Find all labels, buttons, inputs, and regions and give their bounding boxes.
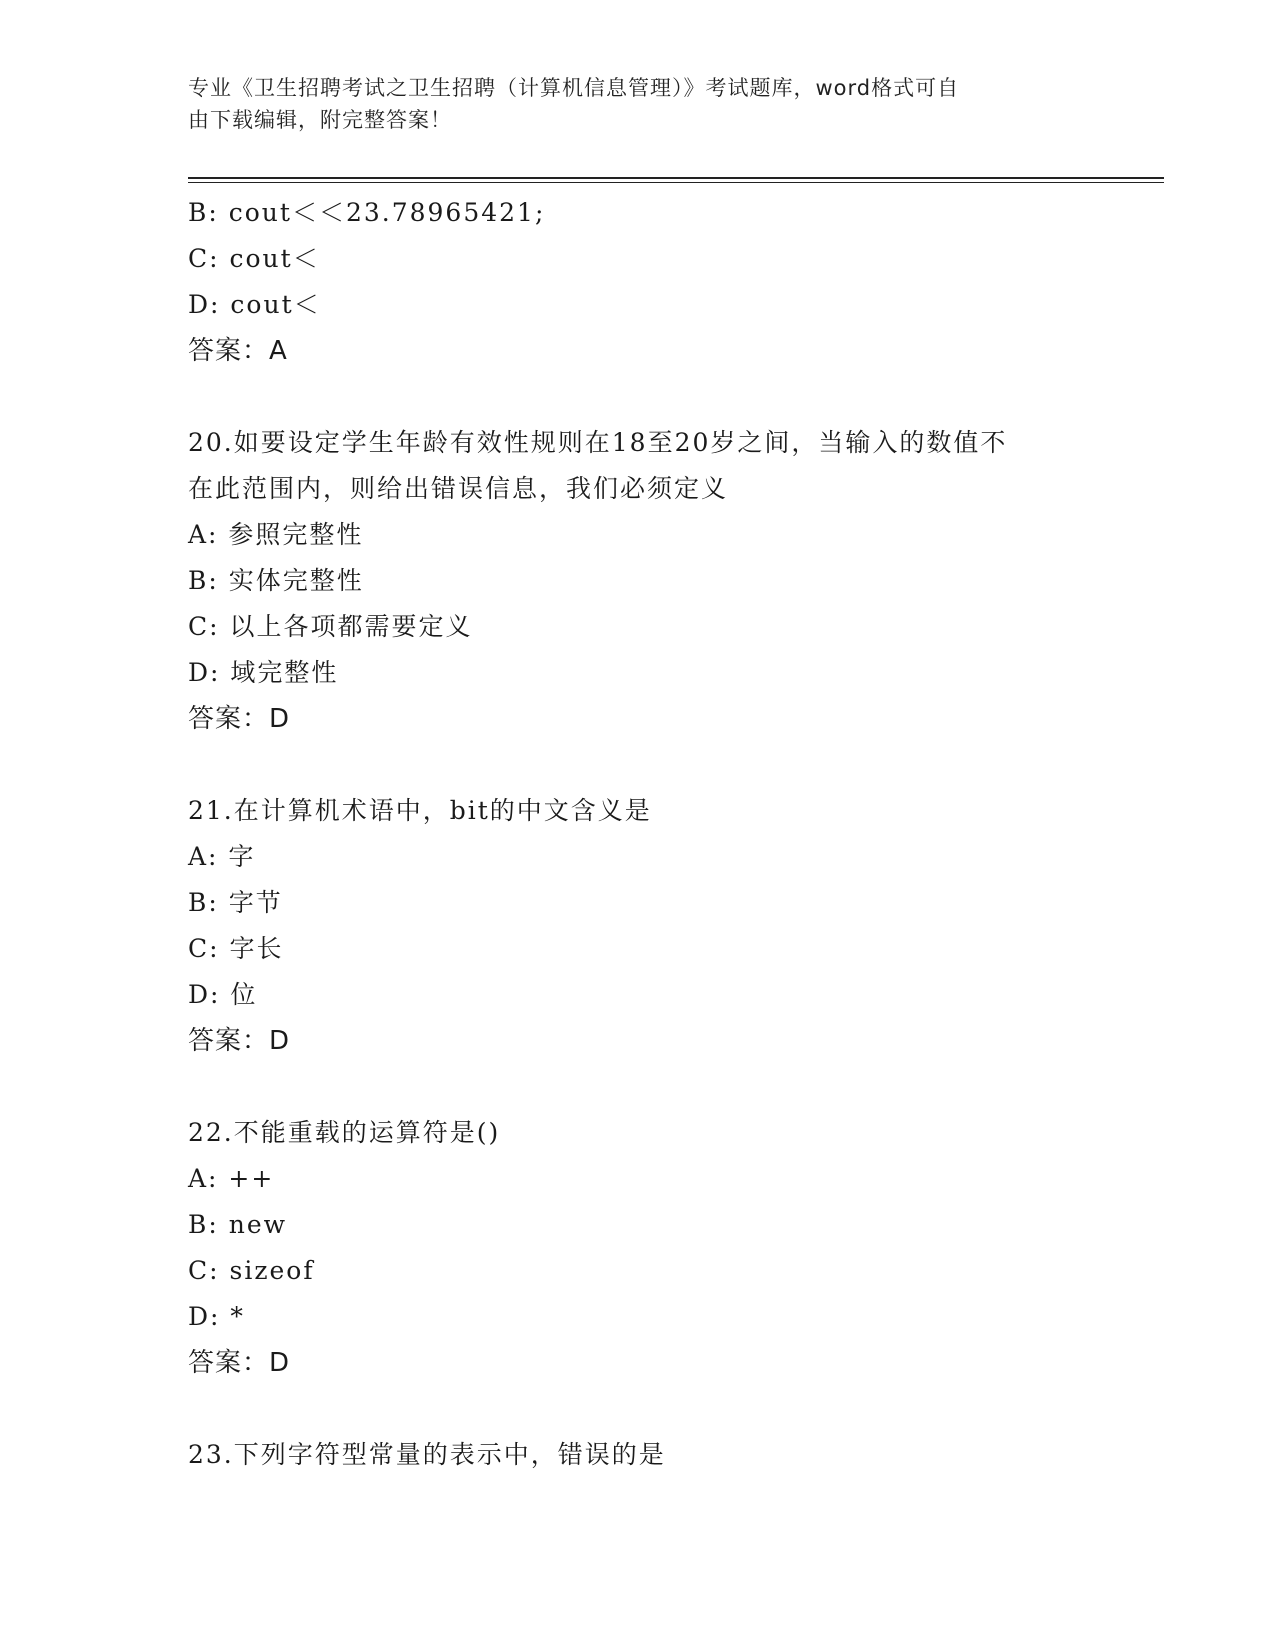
option-d: D: cout＜ (188, 290, 321, 319)
spacer (188, 374, 1088, 420)
option-b: B: cout＜＜23.78965421; (188, 198, 546, 227)
option-c: C: 以上各项都需要定义 (188, 612, 473, 641)
answer-line: 答案：D (188, 1026, 291, 1056)
option-b: B: new (188, 1210, 288, 1239)
option-d: D: 域完整性 (188, 658, 339, 687)
option-a: A: ++ (188, 1164, 275, 1193)
question-text-continued: 在此范围内，则给出错误信息，我们必须定义 (188, 474, 729, 503)
question-text: 20.如要设定学生年龄有效性规则在18至20岁之间，当输入的数值不 (188, 428, 1008, 457)
spacer (188, 1064, 1088, 1110)
question-list (188, 190, 1088, 1478)
option-a: A: 字 (188, 842, 256, 871)
header-line-2: 由下载编辑，附完整答案！ (188, 108, 452, 132)
question-text: 21.在计算机术语中，bit的中文含义是 (188, 796, 652, 825)
option-c: C: cout＜ (188, 244, 320, 273)
option-c: C: 字长 (188, 934, 284, 963)
option-b: B: 字节 (188, 888, 283, 917)
question-text: 22.不能重载的运算符是() (188, 1118, 501, 1147)
option-c: C: sizeof (188, 1256, 315, 1285)
spacer (188, 742, 1088, 788)
question-21 (188, 788, 1088, 1064)
answer-line: 答案：D (188, 1348, 291, 1378)
answer-line: 答案：D (188, 704, 291, 734)
option-a: A: 参照完整性 (188, 520, 364, 549)
option-b: B: 实体完整性 (188, 566, 364, 595)
header-divider (188, 177, 1164, 179)
question-23 (188, 1432, 1088, 1478)
option-d: D: * (188, 1302, 245, 1331)
answer-line: 答案：A (188, 336, 288, 366)
question-text: 23.下列字符型常量的表示中，错误的是 (188, 1440, 666, 1469)
document-header (188, 72, 1088, 136)
question-22 (188, 1110, 1088, 1386)
spacer (188, 1386, 1088, 1432)
question-20 (188, 420, 1088, 742)
header-line-1: 专业《卫生招聘考试之卫生招聘（计算机信息管理）》考试题库，word格式可自 (188, 76, 960, 100)
header-divider-thin (188, 182, 1164, 183)
question-19-continued (188, 190, 1088, 374)
option-d: D: 位 (188, 980, 258, 1009)
